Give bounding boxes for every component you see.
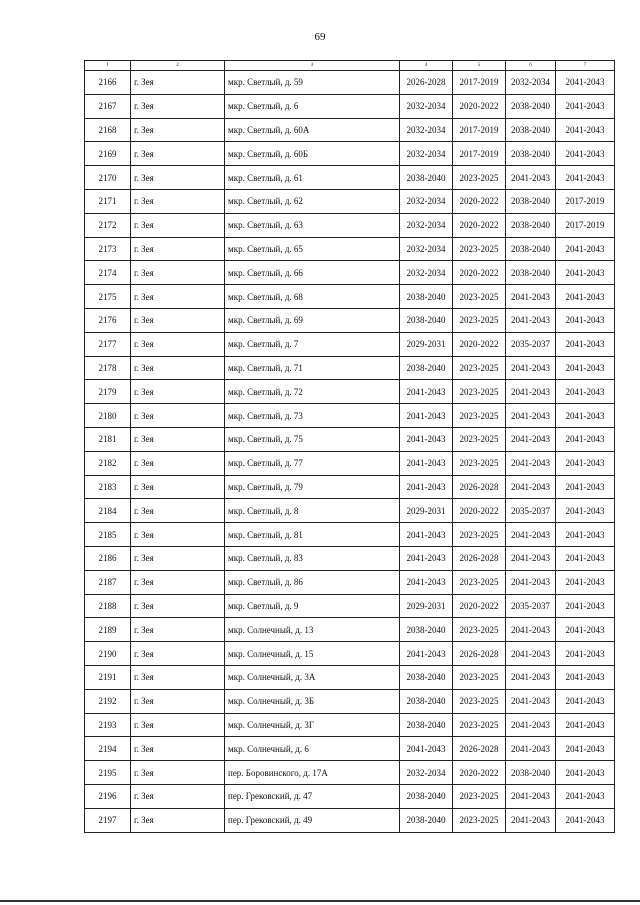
period-cell: 2041-2043 (556, 570, 615, 594)
address-cell: мкр. Светлый, д. 61 (225, 166, 400, 190)
period-cell: 2038-2040 (506, 94, 556, 118)
city-cell: г. Зея (131, 499, 225, 523)
period-cell: 2041-2043 (556, 523, 615, 547)
period-cell: 2041-2043 (506, 356, 556, 380)
period-cell: 2041-2043 (556, 761, 615, 785)
period-cell: 2029-2031 (400, 332, 453, 356)
table-row (85, 308, 615, 332)
period-cell: 2035-2037 (506, 594, 556, 618)
address-cell: мкр. Солнечный, д. 3Б (225, 689, 400, 713)
period-cell: 2041-2043 (506, 451, 556, 475)
column-number-header: 2 (131, 61, 225, 71)
period-cell: 2041-2043 (556, 142, 615, 166)
period-cell: 2041-2043 (556, 308, 615, 332)
row-number-cell: 2194 (85, 737, 131, 761)
column-number-header: 4 (400, 61, 453, 71)
period-cell: 2026-2028 (453, 642, 506, 666)
period-cell: 2023-2025 (453, 404, 506, 428)
period-cell: 2020-2022 (453, 594, 506, 618)
city-cell: г. Зея (131, 594, 225, 618)
row-number-cell: 2179 (85, 380, 131, 404)
period-cell: 2041-2043 (556, 166, 615, 190)
row-number-cell: 2170 (85, 166, 131, 190)
period-cell: 2041-2043 (506, 404, 556, 428)
period-cell: 2026-2028 (453, 475, 506, 499)
period-cell: 2041-2043 (506, 618, 556, 642)
period-cell: 2032-2034 (400, 261, 453, 285)
period-cell: 2041-2043 (556, 737, 615, 761)
period-cell: 2023-2025 (453, 689, 506, 713)
address-cell: мкр. Светлый, д. 68 (225, 285, 400, 309)
period-cell: 2023-2025 (453, 237, 506, 261)
period-cell: 2041-2043 (556, 94, 615, 118)
city-cell: г. Зея (131, 332, 225, 356)
row-number-cell: 2176 (85, 308, 131, 332)
period-cell: 2041-2043 (556, 261, 615, 285)
address-cell: мкр. Светлый, д. 59 (225, 71, 400, 95)
period-cell: 2041-2043 (556, 784, 615, 808)
row-number-cell: 2167 (85, 94, 131, 118)
period-cell: 2038-2040 (400, 713, 453, 737)
period-cell: 2041-2043 (400, 427, 453, 451)
period-cell: 2041-2043 (556, 475, 615, 499)
column-number-header: 5 (453, 61, 506, 71)
period-cell: 2017-2019 (453, 142, 506, 166)
city-cell: г. Зея (131, 404, 225, 428)
period-cell: 2041-2043 (400, 451, 453, 475)
table-row (85, 285, 615, 309)
period-cell: 2038-2040 (400, 166, 453, 190)
address-cell: мкр. Светлый, д. 60А (225, 118, 400, 142)
period-cell: 2041-2043 (506, 713, 556, 737)
city-cell: г. Зея (131, 356, 225, 380)
period-cell: 2041-2043 (506, 285, 556, 309)
period-cell: 2038-2040 (506, 261, 556, 285)
city-cell: г. Зея (131, 308, 225, 332)
table-row (85, 499, 615, 523)
address-cell: мкр. Светлый, д. 63 (225, 213, 400, 237)
period-cell: 2041-2043 (506, 642, 556, 666)
address-cell: мкр. Светлый, д. 60Б (225, 142, 400, 166)
period-cell: 2041-2043 (400, 737, 453, 761)
city-cell: г. Зея (131, 713, 225, 737)
address-cell: мкр. Светлый, д. 77 (225, 451, 400, 475)
period-cell: 2023-2025 (453, 570, 506, 594)
city-cell: г. Зея (131, 118, 225, 142)
row-number-cell: 2184 (85, 499, 131, 523)
column-number-header: 3 (225, 61, 400, 71)
address-cell: мкр. Светлый, д. 66 (225, 261, 400, 285)
period-cell: 2023-2025 (453, 285, 506, 309)
city-cell: г. Зея (131, 380, 225, 404)
city-cell: г. Зея (131, 285, 225, 309)
row-number-cell: 2193 (85, 713, 131, 737)
period-cell: 2041-2043 (556, 332, 615, 356)
period-cell: 2035-2037 (506, 499, 556, 523)
period-cell: 2038-2040 (400, 784, 453, 808)
row-number-cell: 2195 (85, 761, 131, 785)
period-cell: 2041-2043 (556, 808, 615, 832)
period-cell: 2041-2043 (556, 356, 615, 380)
period-cell: 2041-2043 (556, 618, 615, 642)
period-cell: 2023-2025 (453, 356, 506, 380)
table-row (85, 523, 615, 547)
period-cell: 2032-2034 (506, 71, 556, 95)
period-cell: 2023-2025 (453, 618, 506, 642)
period-cell: 2041-2043 (556, 118, 615, 142)
period-cell: 2041-2043 (506, 166, 556, 190)
table-row (85, 332, 615, 356)
period-cell: 2032-2034 (400, 118, 453, 142)
city-cell: г. Зея (131, 737, 225, 761)
table-row (85, 594, 615, 618)
period-cell: 2041-2043 (556, 665, 615, 689)
address-cell: мкр. Светлый, д. 86 (225, 570, 400, 594)
city-cell: г. Зея (131, 475, 225, 499)
table-row (85, 713, 615, 737)
city-cell: г. Зея (131, 71, 225, 95)
period-cell: 2032-2034 (400, 142, 453, 166)
period-cell: 2041-2043 (556, 713, 615, 737)
period-cell: 2029-2031 (400, 594, 453, 618)
row-number-cell: 2185 (85, 523, 131, 547)
table-row (85, 475, 615, 499)
table-row (85, 451, 615, 475)
address-cell: мкр. Светлый, д. 73 (225, 404, 400, 428)
period-cell: 2026-2028 (400, 71, 453, 95)
city-cell: г. Зея (131, 570, 225, 594)
row-number-cell: 2182 (85, 451, 131, 475)
row-number-cell: 2191 (85, 665, 131, 689)
period-cell: 2038-2040 (400, 689, 453, 713)
address-cell: мкр. Светлый, д. 8 (225, 499, 400, 523)
period-cell: 2041-2043 (400, 570, 453, 594)
table-row (85, 380, 615, 404)
city-cell: г. Зея (131, 94, 225, 118)
period-cell: 2038-2040 (506, 118, 556, 142)
city-cell: г. Зея (131, 189, 225, 213)
address-cell: мкр. Светлый, д. 71 (225, 356, 400, 380)
table-row (85, 166, 615, 190)
row-number-cell: 2192 (85, 689, 131, 713)
period-cell: 2038-2040 (400, 618, 453, 642)
address-cell: мкр. Светлый, д. 65 (225, 237, 400, 261)
housing-registry-table (84, 60, 615, 833)
address-cell: мкр. Светлый, д. 83 (225, 546, 400, 570)
period-cell: 2041-2043 (556, 285, 615, 309)
period-cell: 2041-2043 (400, 380, 453, 404)
city-cell: г. Зея (131, 261, 225, 285)
period-cell: 2041-2043 (556, 689, 615, 713)
period-cell: 2041-2043 (506, 737, 556, 761)
period-cell: 2020-2022 (453, 499, 506, 523)
period-cell: 2032-2034 (400, 213, 453, 237)
period-cell: 2041-2043 (556, 499, 615, 523)
table-row (85, 142, 615, 166)
period-cell: 2023-2025 (453, 523, 506, 547)
period-cell: 2041-2043 (556, 546, 615, 570)
period-cell: 2026-2028 (453, 737, 506, 761)
period-cell: 2017-2019 (453, 118, 506, 142)
period-cell: 2038-2040 (400, 308, 453, 332)
address-cell: мкр. Светлый, д. 81 (225, 523, 400, 547)
period-cell: 2038-2040 (506, 189, 556, 213)
column-number-row (85, 61, 615, 71)
period-cell: 2041-2043 (506, 523, 556, 547)
table-row (85, 427, 615, 451)
address-cell: мкр. Светлый, д. 9 (225, 594, 400, 618)
page-number: 69 (314, 31, 326, 43)
row-number-cell: 2175 (85, 285, 131, 309)
row-number-cell: 2178 (85, 356, 131, 380)
city-cell: г. Зея (131, 689, 225, 713)
row-number-cell: 2190 (85, 642, 131, 666)
address-cell: мкр. Солнечный, д. 6 (225, 737, 400, 761)
period-cell: 2020-2022 (453, 332, 506, 356)
row-number-cell: 2187 (85, 570, 131, 594)
period-cell: 2041-2043 (556, 427, 615, 451)
row-number-cell: 2186 (85, 546, 131, 570)
city-cell: г. Зея (131, 166, 225, 190)
city-cell: г. Зея (131, 546, 225, 570)
period-cell: 2041-2043 (400, 523, 453, 547)
period-cell: 2041-2043 (506, 665, 556, 689)
table-row (85, 94, 615, 118)
address-cell: мкр. Светлый, д. 6 (225, 94, 400, 118)
period-cell: 2041-2043 (556, 642, 615, 666)
period-cell: 2032-2034 (400, 189, 453, 213)
row-number-cell: 2188 (85, 594, 131, 618)
city-cell: г. Зея (131, 213, 225, 237)
period-cell: 2041-2043 (400, 404, 453, 428)
table-row (85, 546, 615, 570)
address-cell: мкр. Светлый, д. 75 (225, 427, 400, 451)
city-cell: г. Зея (131, 142, 225, 166)
city-cell: г. Зея (131, 618, 225, 642)
period-cell: 2029-2031 (400, 499, 453, 523)
city-cell: г. Зея (131, 784, 225, 808)
address-cell: мкр. Светлый, д. 7 (225, 332, 400, 356)
period-cell: 2038-2040 (506, 142, 556, 166)
column-number-header: 1 (85, 61, 131, 71)
period-cell: 2032-2034 (400, 237, 453, 261)
address-cell: мкр. Солнечный, д. 3А (225, 665, 400, 689)
period-cell: 2020-2022 (453, 213, 506, 237)
period-cell: 2038-2040 (400, 356, 453, 380)
period-cell: 2041-2043 (556, 451, 615, 475)
row-number-cell: 2173 (85, 237, 131, 261)
period-cell: 2023-2025 (453, 427, 506, 451)
period-cell: 2041-2043 (400, 546, 453, 570)
table-row (85, 213, 615, 237)
table-row (85, 784, 615, 808)
table-row (85, 356, 615, 380)
row-number-cell: 2177 (85, 332, 131, 356)
row-number-cell: 2171 (85, 189, 131, 213)
period-cell: 2023-2025 (453, 308, 506, 332)
period-cell: 2017-2019 (453, 71, 506, 95)
period-cell: 2032-2034 (400, 94, 453, 118)
table-row (85, 642, 615, 666)
address-cell: мкр. Солнечный, д. 13 (225, 618, 400, 642)
address-cell: мкр. Светлый, д. 62 (225, 189, 400, 213)
period-cell: 2023-2025 (453, 665, 506, 689)
table-row (85, 404, 615, 428)
address-cell: мкр. Солнечный, д. 15 (225, 642, 400, 666)
table-row (85, 808, 615, 832)
period-cell: 2038-2040 (400, 285, 453, 309)
period-cell: 2041-2043 (506, 546, 556, 570)
period-cell: 2041-2043 (506, 308, 556, 332)
row-number-cell: 2197 (85, 808, 131, 832)
city-cell: г. Зея (131, 451, 225, 475)
column-number-header: 7 (556, 61, 615, 71)
address-cell: мкр. Светлый, д. 79 (225, 475, 400, 499)
period-cell: 2041-2043 (400, 642, 453, 666)
period-cell: 2041-2043 (506, 784, 556, 808)
period-cell: 2041-2043 (556, 594, 615, 618)
scan-edge-line (0, 900, 640, 902)
period-cell: 2032-2034 (400, 761, 453, 785)
city-cell: г. Зея (131, 237, 225, 261)
table-row (85, 761, 615, 785)
table-row (85, 737, 615, 761)
row-number-cell: 2174 (85, 261, 131, 285)
table-row (85, 689, 615, 713)
address-cell: мкр. Светлый, д. 69 (225, 308, 400, 332)
period-cell: 2041-2043 (556, 404, 615, 428)
city-cell: г. Зея (131, 665, 225, 689)
table-row (85, 189, 615, 213)
period-cell: 2041-2043 (556, 380, 615, 404)
address-cell: мкр. Светлый, д. 72 (225, 380, 400, 404)
period-cell: 2041-2043 (506, 427, 556, 451)
period-cell: 2023-2025 (453, 380, 506, 404)
period-cell: 2041-2043 (400, 475, 453, 499)
period-cell: 2017-2019 (556, 213, 615, 237)
table-row (85, 71, 615, 95)
period-cell: 2041-2043 (506, 689, 556, 713)
period-cell: 2041-2043 (556, 237, 615, 261)
period-cell: 2023-2025 (453, 784, 506, 808)
period-cell: 2041-2043 (506, 808, 556, 832)
period-cell: 2038-2040 (506, 237, 556, 261)
period-cell: 2023-2025 (453, 166, 506, 190)
row-number-cell: 2169 (85, 142, 131, 166)
row-number-cell: 2172 (85, 213, 131, 237)
table-row (85, 118, 615, 142)
period-cell: 2020-2022 (453, 189, 506, 213)
city-cell: г. Зея (131, 427, 225, 451)
table-row (85, 618, 615, 642)
city-cell: г. Зея (131, 808, 225, 832)
period-cell: 2038-2040 (506, 761, 556, 785)
period-cell: 2020-2022 (453, 261, 506, 285)
address-cell: мкр. Солнечный, д. 3Г (225, 713, 400, 737)
period-cell: 2020-2022 (453, 761, 506, 785)
table-row (85, 665, 615, 689)
row-number-cell: 2181 (85, 427, 131, 451)
row-number-cell: 2196 (85, 784, 131, 808)
city-cell: г. Зея (131, 523, 225, 547)
period-cell: 2023-2025 (453, 713, 506, 737)
period-cell: 2023-2025 (453, 451, 506, 475)
address-cell: пер. Грековский, д. 49 (225, 808, 400, 832)
address-cell: пер. Грековский, д. 47 (225, 784, 400, 808)
row-number-cell: 2180 (85, 404, 131, 428)
period-cell: 2017-2019 (556, 189, 615, 213)
period-cell: 2038-2040 (400, 808, 453, 832)
period-cell: 2041-2043 (556, 71, 615, 95)
period-cell: 2023-2025 (453, 808, 506, 832)
period-cell: 2041-2043 (506, 570, 556, 594)
row-number-cell: 2189 (85, 618, 131, 642)
period-cell: 2026-2028 (453, 546, 506, 570)
city-cell: г. Зея (131, 642, 225, 666)
column-number-header: 6 (506, 61, 556, 71)
address-cell: пер. Боровинского, д. 17А (225, 761, 400, 785)
table-row (85, 261, 615, 285)
period-cell: 2035-2037 (506, 332, 556, 356)
table-row (85, 237, 615, 261)
period-cell: 2041-2043 (506, 475, 556, 499)
row-number-cell: 2183 (85, 475, 131, 499)
table-row (85, 570, 615, 594)
period-cell: 2041-2043 (506, 380, 556, 404)
table-body (85, 71, 615, 833)
row-number-cell: 2166 (85, 71, 131, 95)
row-number-cell: 2168 (85, 118, 131, 142)
period-cell: 2038-2040 (506, 213, 556, 237)
city-cell: г. Зея (131, 761, 225, 785)
period-cell: 2020-2022 (453, 94, 506, 118)
period-cell: 2038-2040 (400, 665, 453, 689)
